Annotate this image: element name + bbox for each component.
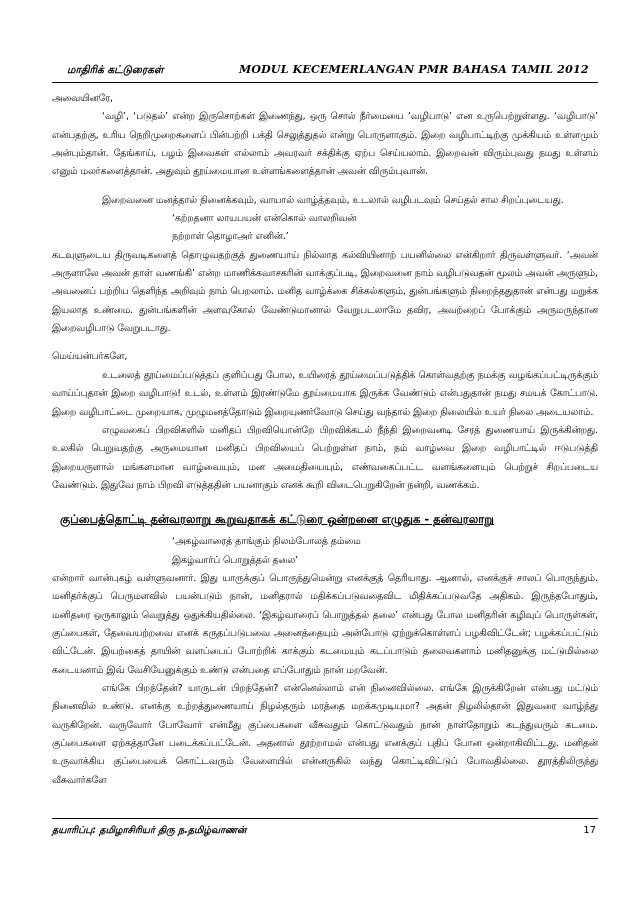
couplet-line: நற்றாள் தொழாஅர் எனின்.’: [172, 231, 289, 243]
page-footer: [52, 825, 598, 843]
section-title: குப்பைத்தொட்டி தன்வரலாறு கூறுவதாகக் கட்டுரை ஒன்றனை எழுதுக - தன்வரலாறு: [60, 512, 494, 527]
document-body: [52, 90, 598, 790]
salutation: மெய்யன்பர்களே,: [52, 351, 128, 363]
paragraph: எங்கே பிறந்தேன்? யாருடன் பிறந்தேன்? என்னெல்லாம் என் நினைவில்லை. எங்கே இருக்கிறேன் என்பது மட்டும் நினைவில் உண்டு. எனக்கு உற்றத்துணையாய் நிழல்தரும் மரத்தை மறக்கமுடியுமா? அதன் நிழலில்தான் இதுவரை வாழ்ந்து வருகிறேன். வருவோர் போவோர் என்மீது குப்பைகளை வீசுவதும் கொட்டுவதும் நான் நாள்தோறும் கடந்துவரும் கடமை. குப்பைகளை ஏற்கத்தானே படைக்கப்பட்டேன். அதனால் தூற்றாமல் என்பது எனக்குப் புதிப் போன ஒன்றாகிவிட்டது. மனிதன் உருவாக்கிய குப்பையைக் கொட்டவரும் வேளையில் என்னருகில் வந்து கொட்டிவிட்டுப் போவதில்லை. தூரத்திலிருந்து வீசுவார்களே: [52, 682, 598, 786]
paragraph: உடலைத் தூய்மைப்படுத்தப் குளிப்பது போல, உயிரைத் தூய்மைப்படுத்திக் கொள்வதற்கு நமக்கு வழங்கப்பட்டிருக்கும் வாய்ப்புதான் இறை வழிபாடு! உடல், உள்ளம் இரண்டுமே தூய்மையாக இருக்க வேண்டும் என்பதுதான் நமது சமயக் கோட்பாடு. இறை வழிபாட்டை முறையாக, முழுமனத்தோடும் இறையுணர்வோடு செய்து வந்தால் இறை நிலையில் உயர் நிலை அடையலாம்.: [52, 369, 598, 418]
page-number: 17: [583, 825, 596, 836]
header-rule: [52, 82, 598, 83]
paragraph: எழுவகைப் பிறவிகளில் மனிதப் பிறவியொன்றே பிறவிக்கடல் நீந்தி இறைவனடி சேரத் துணையாய் இருக்கின்றது. உலகில் பெறுவதற்கு அருமையான மனிதப் பிறவியைப் பெற்றுள்ள நாம், நம் வாழ்வை இறை வழிபாட்டில் ஈடுபடுத்தி இறையருளால் மங்களமான வாழ்வையும், மன அமைதியையும், எண்வகைப்பட்ட வளங்களையும் பெற்றுச் சிறப்படைய வேண்டும். இதுவே நாம் பிறவி எடுத்ததின் பயனாகும் எனக் கூறி விடைபெறுகிறேன் நன்றி, வணக்கம்.: [52, 424, 598, 491]
paragraph: ‘வழி’, ‘படுதல்’ என்ற இருசொற்கள் இணைந்து, ஒரு சொல் நீர்மையை ‘வழிபாடு’ என உருபெற்றுள்ளது. ‘வழிபாடு’ என்பதற்கு, உரிய நெறிமுறைகளைப் பின்பற்றி பக்தி செலுத்துதல் என்று பொருளாகும். இறை வழிபாட்டிற்கு முக்கியம் உள்ளமும் அன்பும்தான். தேங்காய், பழம் இவைகள் எல்லாம் அவரவர் சக்திக்கு ஏற்ப செய்யலாம். இறைவன் விரும்புவது நமது உள்ளம் எனும் மலர்களைத்தான். அதுவும் தூய்மையான உள்ளங்களைத்தான் அவன் விரும்புவான்.: [52, 111, 598, 178]
paragraph: கடவுளுடைய திருவடிகளைத் தொழுவதற்குத் துணையாய் நில்லாத கல்வியினாற் பயனில்லை என்கிறார் திருவள்ளுவர். ‘அவன் அருளாலே அவன் தாள் வணங்கி’ என்ற மாணிக்கவாசகரின் வாக்குப்படி, இறைவனை நாம் வழிபடுவதன் மூலம் அவன் அருளும், அவனைப் பற்றிய தெளிந்த அறிவும் நாம் பெறலாம். மனித வாழ்க்கை சிக்கல்களும், துன்பங்களும் நிறைந்ததுதான் என்பது மறுக்க இயலாத உண்மை. துன்பங்களின் அளவுகோல் வேண்டுமானால் வேறுபடலாமே தவிர, அவற்றைப் போக்கும் அருமருந்தான இறைவழிபாடு வேறுபடாது.: [52, 249, 598, 335]
footer-credit: தயாரிப்பு: தமிழாசிரியர் திரு ந.தமிழ்வாணன்: [52, 825, 247, 836]
salutation: அவையினரே,: [52, 93, 113, 104]
page-header: [52, 60, 598, 82]
paragraph: இறைவனை மனத்தால் நினைக்கவும், வாயால் வாழ்த்தவும், உடலால் வழிபடவும் செய்தல் சால சிறப்புடையது.: [102, 194, 564, 206]
couplet-line: ‘கற்றதனா லாயபயன் என்கொல் வாலறிவன்: [172, 213, 357, 225]
footer-rule: [52, 818, 598, 819]
header-left-title: மாதிரிக் கட்டுரைகள்: [67, 64, 164, 76]
couplet-line: ‘அகழ்வாரைத் தாங்கும் நிலம்போலத் தம்மை: [172, 536, 361, 548]
couplet-line: இகழ்வார்ப் பொறுத்தல் தலை’: [172, 554, 299, 566]
header-right-title: MODUL KECEMERLANGAN PMR BAHASA TAMIL 2012: [239, 63, 589, 76]
paragraph: என்றார் வான்புகழ் வள்ளுவனார். இது யாருக்குப் பொருந்துமென்று எனக்குத் தெரியாது. ஆனால், எனக்குச் சாலப் பொருந்தும். மனிதர்க்குப் பெருமளவில் பயன்படும் நான், மனிதரால் மதிக்கப்படுவதைவிட மிதிக்கப்படுவதே அதிகம். இருந்தபோதும், மனிதரை ஒருகாலும் வெறுத்து ஒதுக்கியதில்லை. ‘இகழ்வாரைப் பொறுத்தல் தலை’ என்பது போல மனிதரின் கழிவுப் பொருள்கள், குப்பைகள், தேவையற்றவை எனக் கருதப்படுபவை அனைத்தையும் அன்போடு ஏற்றுக்கொள்ளப் பழகிவிட்டேன்; பழக்கப்பட்டும் விட்டேன். இயற்கைத் தாயின் வளப்பைப் போற்றிக் காக்கும் கடமையும் கடப்பாடும் தலைவகளாம் மனிதனுக்கு மட்டுமில்லை கடையனாம் இவ் வேசியேனுக்கும் உண்டு என்பதை எப்போதும் நான் மறவேன்.: [52, 572, 598, 676]
